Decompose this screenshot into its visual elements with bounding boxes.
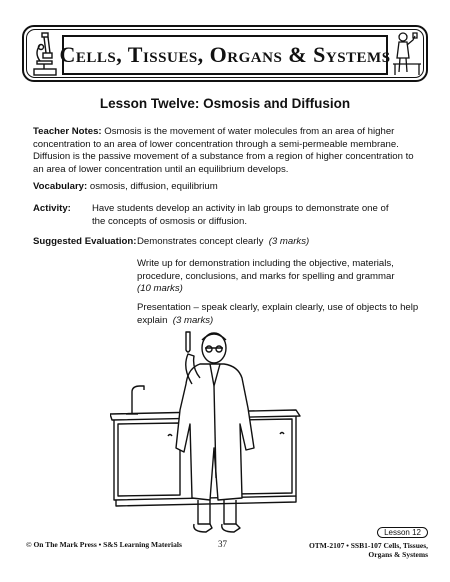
evaluation-label: Suggested Evaluation:	[33, 236, 137, 247]
evaluation-item-line: procedure, conclusions, and marks for spelling and grammar	[137, 270, 395, 282]
evaluation-item-marks: (10 marks)	[137, 283, 183, 295]
evaluation-item-line: Write up for demonstration including the objective, materials,	[137, 258, 394, 269]
lesson-heading: Lesson Twelve: Osmosis and Diffusion	[99, 96, 351, 111]
evaluation-item-2	[137, 258, 427, 296]
activity-line: Have students develop an activity in lab groups to demonstrate one of	[92, 203, 389, 214]
activity-text	[92, 203, 427, 228]
title-box	[59, 35, 391, 75]
activity-label: Activity:	[33, 203, 71, 214]
footer-copyright: © On The Mark Press • S&S Learning Materials	[26, 540, 182, 549]
evaluation-item-marks: (3 marks)	[172, 314, 214, 326]
vocabulary-text: osmosis, diffusion, equilibrium	[89, 181, 218, 192]
footer-publication-line: OTM-2107 • SSB1-107 Cells, Tissues,	[308, 541, 428, 550]
teacher-notes	[33, 126, 428, 176]
vocabulary	[33, 181, 218, 194]
lab-scientist-illustration	[110, 328, 310, 538]
teacher-notes-label: Teacher Notes:	[33, 126, 102, 137]
lesson-badge: Lesson 12	[377, 527, 428, 538]
evaluation-item-3	[137, 302, 427, 327]
page-title: Cells, Tissues, Organs & Systems	[59, 42, 391, 67]
evaluation-item-text: Demonstrates concept clearly	[137, 236, 264, 247]
evaluation-item-line: explain	[137, 314, 168, 326]
scientist-icon	[391, 30, 423, 77]
activity-line: the concepts of osmosis or diffusion.	[92, 215, 248, 227]
teacher-notes-line: Osmosis is the movement of water molecules from an area of higher	[104, 126, 395, 137]
evaluation-item-marks: (3 marks)	[268, 236, 310, 247]
evaluation-item-line: Presentation – speak clearly, explain clearly, use of objects to help	[137, 302, 419, 313]
teacher-notes-line: an area of lower concentration until an equilibrium develops.	[33, 163, 289, 175]
vocabulary-label: Vocabulary:	[33, 181, 88, 192]
footer-publication	[309, 541, 428, 559]
teacher-notes-line: Diffusion is the passive movement of a substance from a region of higher concentration to	[33, 151, 414, 163]
microscope-icon	[32, 31, 60, 77]
evaluation-item-1	[137, 236, 309, 249]
page-number: 37	[218, 539, 227, 549]
footer-publication-line: Organs & Systems	[368, 550, 428, 559]
teacher-notes-line: concentration to an area of lower concentration through a semi-permeable membrane.	[33, 138, 399, 150]
